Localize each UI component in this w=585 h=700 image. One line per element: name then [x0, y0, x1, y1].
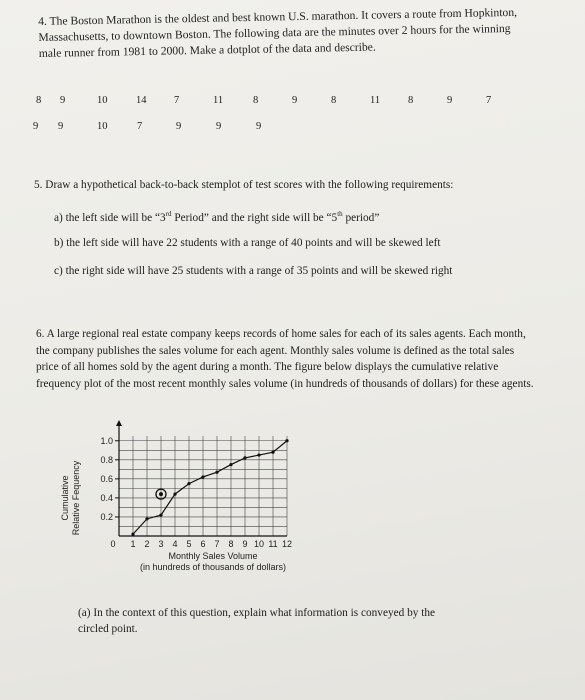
row-1-value: 10 [97, 95, 108, 106]
row-2-value: 9 [216, 121, 222, 132]
row-1-value: 9 [60, 95, 66, 106]
x-tick-label: 12 [281, 539, 293, 549]
data-point [159, 513, 162, 516]
y-tick-label: 0.2 [100, 511, 113, 522]
cumulative-frequency-chart [52, 418, 362, 588]
data-point [271, 451, 274, 454]
row-1-value: 8 [253, 95, 259, 106]
row-1-value: 11 [213, 95, 224, 106]
y-tick-label: 0.4 [100, 492, 113, 503]
question-4-text: 4. The Boston Marathon is the oldest and best known U.S. marathon. It covers a route from Hopkinton, Massachusetts, to downtown Boston. The following data are the minutes over 2 hours for the winning male runner from 1981 to 2000. Make a dotplot of the data and describe. [38, 5, 518, 60]
x-tick-label: 0 [110, 539, 116, 549]
data-row-1 [0, 95, 585, 109]
data-point [215, 471, 218, 474]
row-1-value: 8 [36, 95, 42, 106]
x-tick-label: 5 [186, 539, 192, 549]
data-point [285, 439, 288, 442]
row-1-value: 8 [408, 95, 414, 106]
y-axis-arrow [116, 420, 122, 426]
requirement-a: a) the left side will be “3rd Period” and the right side will be “5th period” [54, 210, 380, 224]
x-tick-label: 2 [144, 539, 150, 549]
x-tick-label: 10 [253, 539, 265, 549]
requirement-b: b) the left side will have 22 students with a range of 40 points and will be skewed left [54, 237, 441, 249]
question-6-text: 6. A large regional real estate company keeps records of home sales for each of its sales agents. Each month, the company publishes the sales volume for each agent. Monthly sales volume is defined as the total sales price of all homes sold by the agent during a month. The figure below displays the cumulative relative frequency plot of the most recent monthly sales volume (in hundreds of thousands of dollars) for these agents. [36, 328, 534, 390]
row-1-value: 9 [292, 95, 298, 106]
question-5-intro: 5. Draw a hypothetical back-to-back stemplot of test scores with the following requirements: [34, 179, 454, 191]
row-2-value: 7 [137, 121, 143, 132]
row-1-value: 7 [486, 95, 492, 106]
y-tick-label: 0.8 [100, 454, 113, 465]
question-6a-line1: (a) In the context of this question, explain what information is conveyed by the [78, 607, 436, 619]
row-2-value: 9 [256, 121, 262, 132]
row-1-value: 14 [136, 95, 147, 106]
y-tick-label: 0.6 [100, 473, 113, 484]
x-tick-label: 8 [228, 539, 234, 549]
x-tick-label: 6 [200, 539, 206, 549]
y-axis-label: Cumulative [60, 475, 70, 521]
data-point [173, 492, 176, 495]
circled-point-dot [159, 492, 163, 496]
question-6a-line2: circled point. [78, 623, 138, 635]
x-tick-label: 9 [242, 539, 248, 549]
row-2-value: 10 [97, 121, 108, 132]
x-tick-label: 11 [268, 539, 278, 549]
x-axis-label: Monthly Sales Volume [168, 551, 258, 561]
row-1-value: 11 [370, 95, 381, 106]
x-axis-sublabel: (in hundreds of thousands of dollars) [139, 562, 287, 572]
row-2-value: 9 [33, 121, 39, 132]
row-1-value: 7 [174, 95, 180, 106]
data-point [243, 456, 246, 459]
row-1-value: 8 [331, 95, 337, 106]
requirement-c: c) the right side will have 25 students with a range of 35 points and will be skewed right [54, 265, 453, 277]
data-point [201, 475, 204, 478]
row-2-value: 9 [176, 121, 182, 132]
x-tick-label: 3 [158, 539, 164, 549]
data-point [145, 517, 148, 520]
data-point [229, 463, 232, 466]
row-1-value: 9 [447, 95, 453, 106]
y-axis-sublabel: Relative Fequency [71, 460, 81, 536]
y-tick-label: 1.0 [100, 435, 113, 446]
chart-svg [52, 418, 362, 588]
x-tick-label: 1 [130, 539, 136, 549]
cumulative-line [133, 441, 287, 534]
x-tick-label: 7 [214, 539, 220, 549]
row-2-value: 9 [58, 121, 64, 132]
x-tick-label: 4 [172, 539, 178, 549]
data-point [131, 532, 134, 535]
data-point [187, 482, 190, 485]
data-row-2 [0, 121, 585, 135]
data-point [257, 453, 260, 456]
